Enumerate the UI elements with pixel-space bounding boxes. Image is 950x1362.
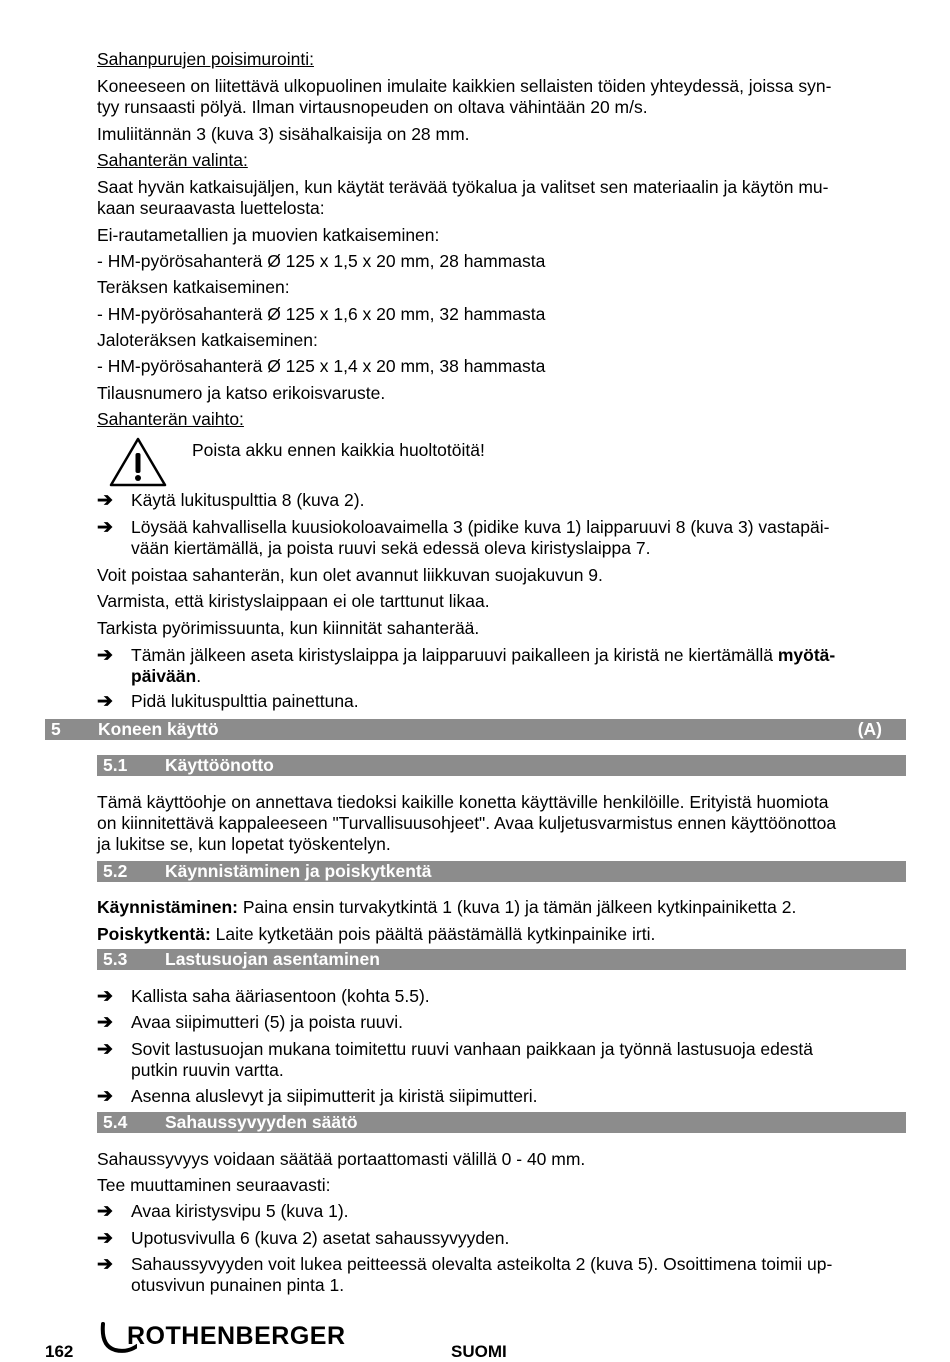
arrow-right-icon: ➔ (97, 645, 113, 666)
warning-triangle-icon (108, 436, 168, 488)
page-number: 162 (45, 1342, 74, 1361)
paragraph-commissioning: Tämä käyttöohje on annettava tiedoksi kaikille konetta käyttäville henkilöille. Erityistä huomiota on kiinnitettävä kappaleeseen "Turvallisuusohjeet". Avaa kuljetusvarmistus ennen käyttöönottoa ja lukitse se, kun lopetat työskentelyn. (97, 792, 837, 854)
line-stainless: Jaloteräksen katkaiseminen: (97, 330, 318, 350)
warning-text: Poista akku ennen kaikkia huoltotöitä! (192, 440, 485, 460)
heading-dust-extraction: Sahanpurujen poisimurointi: (97, 49, 314, 69)
document-page: Sahanpurujen poisimurointi: Koneeseen on liitettävä ulkopuolinen imulaite kaikkien sellaisten töiden yhteydessä, joissa syn- tyy runsaasti pölyä. Ilman virtausnopeuden on oltava vähintään 20 m/s. Imuliitännän 3 (kuva 3) sisähalkaisija on 28 mm. Sahanterän valinta: Saat hyvän katkaisujäljen, kun käytät terävää työkalua ja valitset sen materiaalin ja käytön mu- kaan seuraavasta luettelosta: Ei-rautametallien ja muovien katkaiseminen: - HM-pyörösahanterä Ø 125 x 1,5 x 20 mm, 28 hammasta Teräksen katkaiseminen: - HM-pyörösahanterä Ø 125 x 1,6 x 20 mm, 32 hammasta Jaloteräksen katkaiseminen: - HM-pyörösahanterä Ø 125 x 1,4 x 20 mm, 38 hammasta Tilausnumero ja katso erikoisvaruste. Sahanterän vaihto: Poista akku ennen kaikkia huoltotöitä! ➔ Käytä lukituspulttia 8 (kuva 2). ➔ Löysää kahvallisella kuusiokoloavaimella 3 (pidike kuva 1) laipparuuvi 8 (kuva 3) vastapäi- vään kiertämällä, ja poista ruuvi sekä edessä oleva kiristyslaippa 7. Voit poistaa sahanterän, kun olet avannut liikkuvan suojakuvun 9. Varmista, että kiristyslaippaan ei ole tarttunut likaa. Tarkista pyörimissuunta, kun kiinnität sahanterää. ➔ Tämän jälkeen aseta kiristyslaippa ja laipparuuvi paikalleen ja kiristä ne kiertämällä myötä- päivään. ➔ Pidä lukituspulttia painettuna. 5 Koneen käyttö (A) 5.1 Käyttöönotto Tämä käyttöohje on annettava tiedoksi kaikille konetta käyttäville henkilöille. Erityistä huomiota on kiinnitettävä kappaleeseen "Turvallisuusohjeet". Avaa kuljetusvarmistus ennen käyttöönottoa ja lukitse se, kun lopetat työskentelyn. 5.2 Käynnistäminen ja poiskytkentä Käynnistäminen: Paina ensin turvakytkintä 1 (kuva 1) ja tämän jälkeen kytkinpainiketta 2. Poiskytkentä: Laite kytketään pois päältä päästämällä kytkinpainike irti. 5.3 Lastusuojan asentaminen ➔ Kallista saha ääriasentoon (kohta 5.5). ➔ Avaa siipimutteri (5) ja poista ruuvi. ➔ Sovit lastusuojan mukana toimitettu ruuvi vanhaan paikkaan ja työnnä lastusuoja edestä putkin ruuvin vartta. ➔ Asenna aluslevyt ja siipimutterit ja kiristä siipimutteri. 5.4 Sahaussyvyyden säätö Sahaussyvyys voidaan säätää portaattomasti välillä 0 - 40 mm. Tee muuttaminen seuraavasti: ➔ Avaa kiristysvipu 5 (kuva 1). ➔ Upotusvivulla 6 (kuva 2) asetat sahaussyvyyden. ➔ Sahaussyvyyden voit lukea peitteessä olevalta asteikolta 2 (kuva 5). Osoittimena toimii up- otusvivun punainen pinta 1. 162 ROTHENBERGER SUOMI (0, 0, 950, 1362)
arrow-right-icon: ➔ (97, 517, 113, 538)
arrow-right-icon: ➔ (97, 986, 113, 1007)
paragraph-blade-selection: Saat hyvän katkaisujäljen, kun käytät terävää työkalua ja valitset sen materiaalin ja käytön mu- kaan seuraavasta luettelosta: (97, 177, 829, 218)
line-check-flange: Varmista, että kiristyslaippaan ei ole tarttunut likaa. (97, 591, 490, 611)
line-blade-38: - HM-pyörösahanterä Ø 125 x 1,4 x 20 mm, 38 hammasta (97, 356, 546, 376)
paragraph-suction-diameter: Imuliitännän 3 (kuva 3) sisähalkaisija on 28 mm. (97, 124, 470, 144)
line-blade-32: - HM-pyörösahanterä Ø 125 x 1,6 x 20 mm, 32 hammasta (97, 304, 546, 324)
heading-blade-selection: Sahanterän valinta: (97, 150, 248, 170)
line-depth-range: Sahaussyvyys voidaan säätää portaattomasti välillä 0 - 40 mm. (97, 1149, 586, 1169)
line-check-rotation: Tarkista pyörimissuunta, kun kiinnität sahanterää. (97, 618, 480, 638)
arrow-right-icon: ➔ (97, 1039, 113, 1060)
section-5-2-heading: 5.2 Käynnistäminen ja poiskytkentä (97, 861, 906, 882)
arrow-right-icon: ➔ (97, 1254, 113, 1275)
line-procedure: Tee muuttaminen seuraavasti: (97, 1175, 331, 1195)
line-blade-28: - HM-pyörösahanterä Ø 125 x 1,5 x 20 mm, 28 hammasta (97, 251, 546, 271)
language-label: SUOMI (451, 1342, 507, 1361)
line-start: Käynnistäminen: Paina ensin turvakytkintä 1 (kuva 1) ja tämän jälkeen kytkinpainiketta 2. (97, 897, 797, 917)
section-5-1-heading: 5.1 Käyttöönotto (97, 755, 906, 776)
line-remove-blade: Voit poistaa sahanterän, kun olet avannut liikkuvan suojakuvun 9. (97, 565, 603, 585)
paragraph-dust-extraction: Koneeseen on liitettävä ulkopuolinen imulaite kaikkien sellaisten töiden yhteydessä, joissa syn- tyy runsaasti pölyä. Ilman virtausnopeuden on oltava vähintään 20 m/s. (97, 76, 832, 117)
line-order-number: Tilausnumero ja katso erikoisvaruste. (97, 383, 386, 403)
arrow-right-icon: ➔ (97, 1228, 113, 1249)
line-stop: Poiskytkentä: Laite kytketään pois päältä päästämällä kytkinpainike irti. (97, 924, 656, 944)
section-5-heading: 5 Koneen käyttö (A) (45, 719, 906, 740)
arrow-right-icon: ➔ (97, 1201, 113, 1222)
section-5-3-heading: 5.3 Lastusuojan asentaminen (97, 949, 906, 970)
line-nonferrous: Ei-rautametallien ja muovien katkaiseminen: (97, 225, 440, 245)
arrow-right-icon: ➔ (97, 691, 113, 712)
arrow-right-icon: ➔ (97, 1012, 113, 1033)
section-5-4-heading: 5.4 Sahaussyvyyden säätö (97, 1112, 906, 1133)
arrow-right-icon: ➔ (97, 490, 113, 511)
heading-blade-change: Sahanterän vaihto: (97, 409, 244, 429)
arrow-right-icon: ➔ (97, 1086, 113, 1107)
line-steel: Teräksen katkaiseminen: (97, 277, 290, 297)
